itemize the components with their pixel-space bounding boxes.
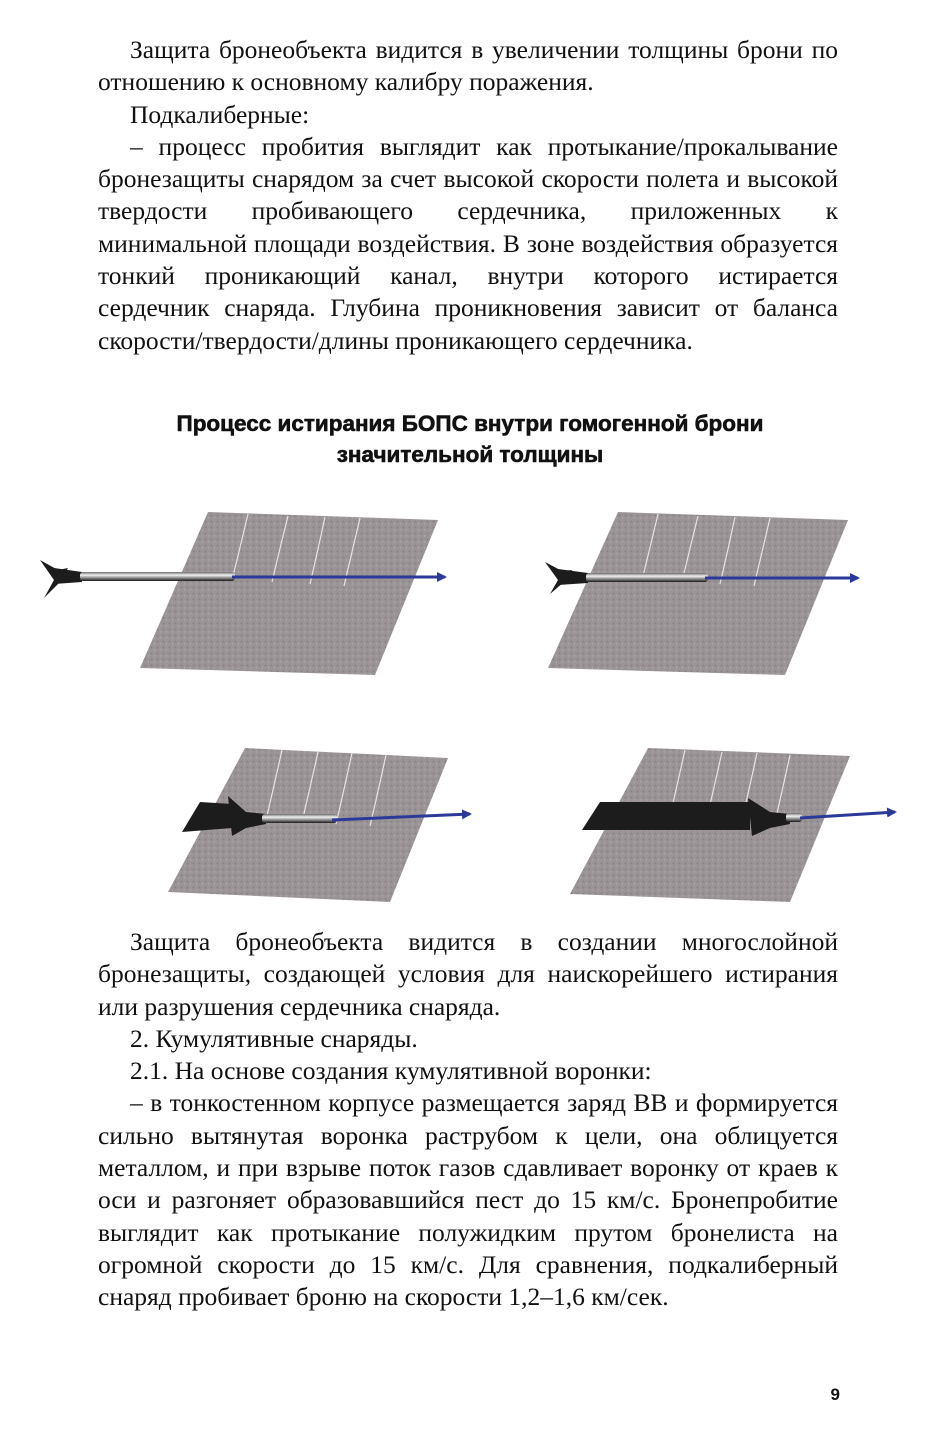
paragraph: 2. Кумулятивные снаряды.	[130, 1023, 418, 1053]
figure-illustration	[0, 490, 933, 910]
figure-title-line: значительной толщины	[336, 442, 604, 467]
armor-plate	[548, 512, 848, 675]
paragraph: Защита бронеобъекта видится в увеличении толщины брони по отношению к основному калибру поражения.	[98, 35, 838, 97]
text-block-top	[98, 34, 838, 357]
paragraph: Подкалиберные:	[130, 99, 310, 129]
paragraph: Защита бронеобъекта видится в создании многослойной бронезащиты, создающей условия для наискорейшего истирания или разрушения сердечника снаряда.	[98, 927, 838, 1021]
panel-top-left	[40, 512, 445, 675]
page-number: 9	[830, 1385, 840, 1404]
paragraph: 2.1. На основе создания кумулятивной воронки:	[130, 1056, 652, 1086]
paragraph: – в тонкостенном корпусе размещается заряд ВВ и формируется сильно вытянутая воронка раструбом к цели, она облицуется металлом, и при взрыве поток газов сдавливает воронку от краев к оси и разгоняет образовавшийся пест до 15 км/с. Бронепробитие выглядит как протыкание полужидким прутом бронелиста на огромной скорости до 15 км/с. Для сравнения, подкалиберный снаряд пробивает броню на скорости 1,2–1,6 км/сек.	[98, 1088, 838, 1312]
paragraph: – процесс пробития выглядит как протыкание/прокалывание бронезащиты снарядом за счет высокой скорости полета и высокой твердости пробивающего сердечника, приложенных к минимальной площади воздействия. В зоне воздействия образуется тонкий проникающий канал, внутри которого истирается сердечник снаряда. Глубина проникновения зависит от баланса скорости/твердости/длины проникающего сердечника.	[98, 131, 838, 355]
figure-title-line: Процесс истирания БОПС внутри гомогенной брони	[176, 411, 764, 436]
figure-title	[80, 408, 860, 470]
panel-bottom-left	[168, 748, 470, 902]
panel-top-right	[545, 512, 858, 675]
text-block-bottom	[98, 926, 838, 1314]
armor-plate	[140, 512, 438, 675]
panel-bottom-right	[570, 748, 895, 902]
